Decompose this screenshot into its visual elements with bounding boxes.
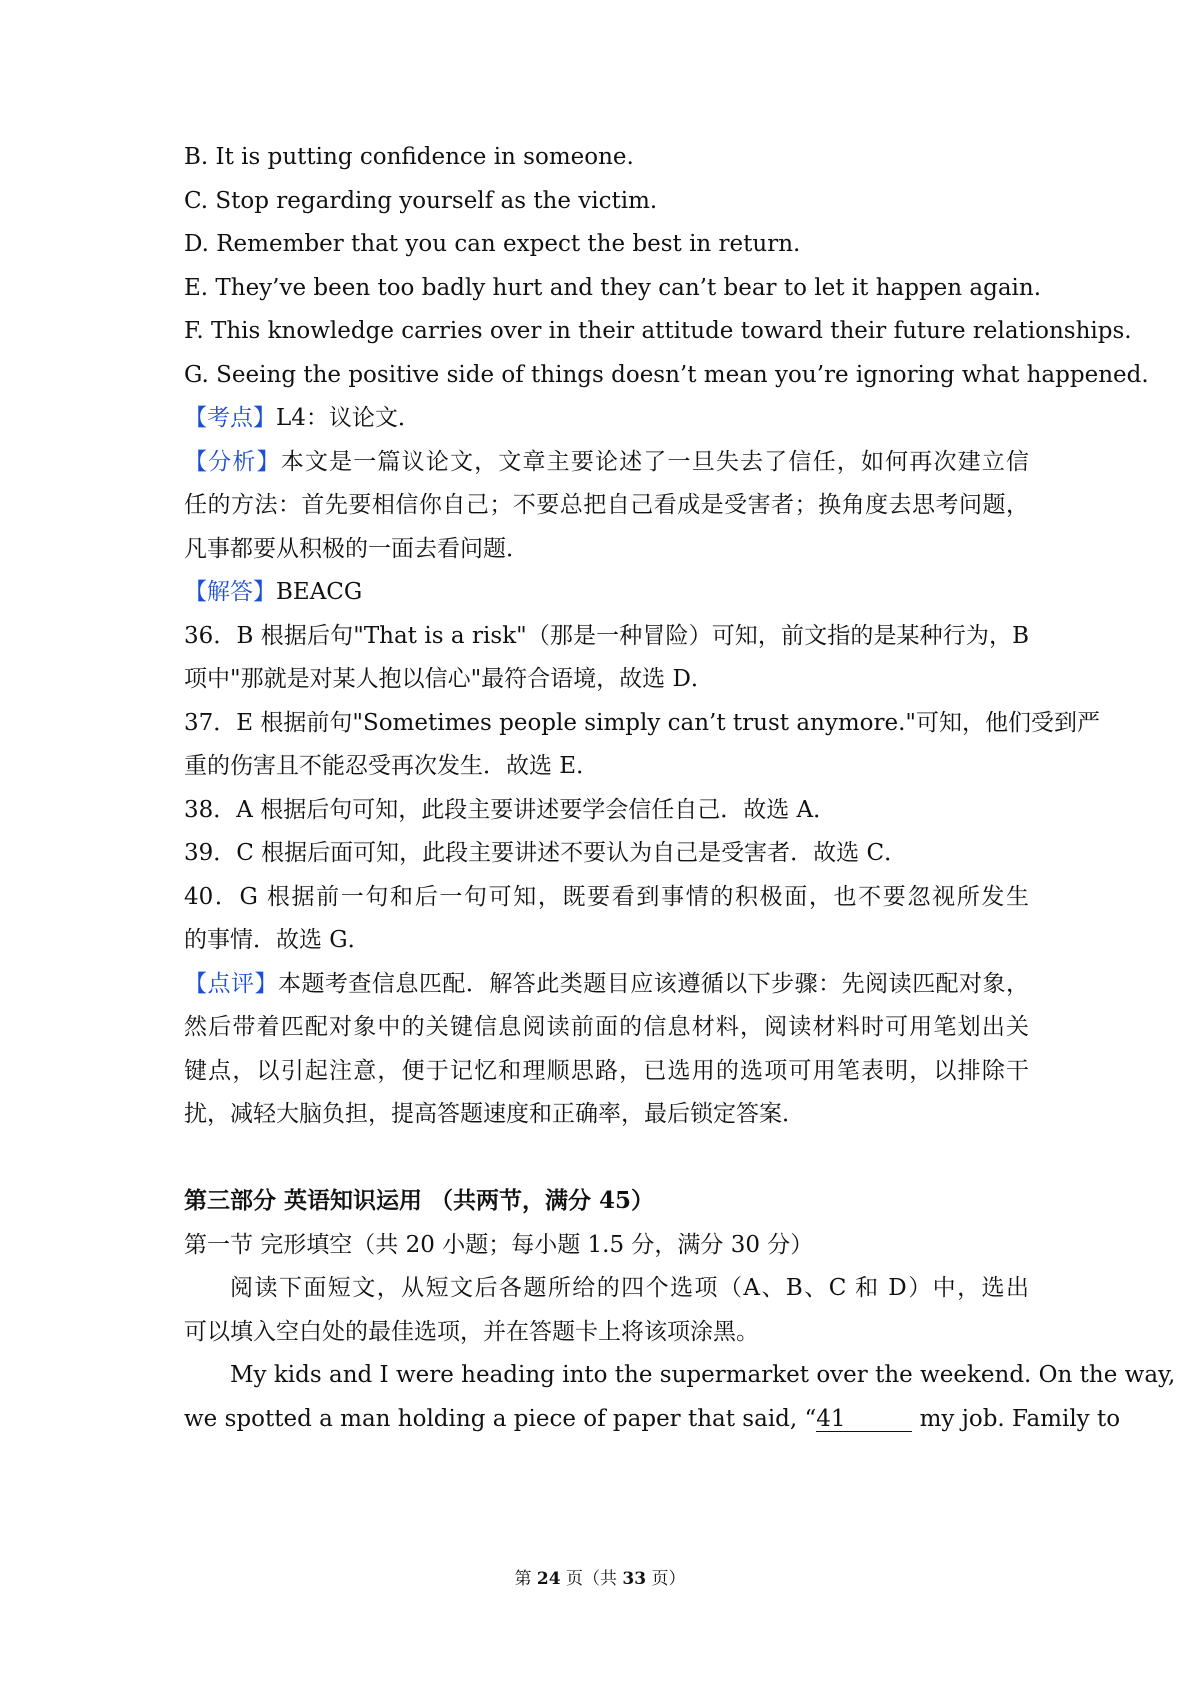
dianping-row-4: 扰，减轻大脑负担，提高答题速度和正确率，最后锁定答案． (184, 1101, 805, 1127)
part3-heading: 第三部分 英语知识运用 （共两节，满分 45） (184, 1187, 655, 1214)
footer-middle: 页（共 (560, 1569, 623, 1589)
footer-suffix: 页） (646, 1569, 686, 1589)
fenxi-text-1: 本文是一篇议论文，文章主要论述了一旦失去了信任，如何再次建立信 (280, 449, 1030, 475)
passage-line-1: My kids and I were heading into the supermarket over the weekend. On the way, (230, 1362, 1176, 1388)
passage-line-2-before: we spotted a man holding a piece of paper that said, “ (184, 1406, 817, 1432)
instructions-line-2: 可以填入空白处的最佳选项，并在答题卡上将该项涂黑。 (184, 1319, 759, 1345)
kaodian-tag: 【考点】 (184, 405, 276, 431)
kaodian-row (184, 403, 1029, 433)
answer-38: 38．A 根据后句可知，此段主要讲述要学会信任自己．故选 A． (184, 797, 837, 823)
fenxi-row-3: 凡事都要从积极的一面去看问题． (184, 536, 529, 562)
passage-line-2 (184, 1404, 1121, 1434)
dianping-row-1 (184, 969, 1029, 999)
answer-36-line-1: 36．B 根据后句"That is a risk"（那是一种冒险）可知，前文指的是某种行为，B (184, 623, 1029, 649)
answer-37-line-2: 重的伤害且不能忍受再次发生．故选 E． (184, 753, 600, 779)
footer-prefix: 第 (514, 1569, 537, 1589)
option-d: D. Remember that you can expect the best in return. (184, 231, 801, 257)
jieda-row (184, 577, 1029, 607)
option-b: B. It is putting confidence in someone. (184, 144, 634, 170)
answer-40-line-1: 40．G 根据前一句和后一句可知，既要看到事情的积极面，也不要忽视所发生 (184, 884, 1029, 910)
dianping-row-3: 键点，以引起注意，便于记忆和理顺思路，已选用的选项可用笔表明，以排除干 (184, 1058, 1029, 1084)
fenxi-row-1 (184, 447, 1029, 477)
dianping-row-2: 然后带着匹配对象中的关键信息阅读前面的信息材料，阅读材料时可用笔划出关 (184, 1014, 1029, 1040)
answer-40-line-2: 的事情．故选 G． (184, 927, 371, 953)
option-g: G. Seeing the positive side of things doesn’t mean you’re ignoring what happened. (184, 362, 1149, 388)
option-f: F. This knowledge carries over in their attitude toward their future relationships. (184, 318, 1132, 344)
kaodian-text: L4：议论文． (276, 405, 421, 431)
fenxi-tag: 【分析】 (184, 449, 281, 475)
answer-36-line-2: 项中"那就是对某人抱以信心"最符合语境，故选 D． (184, 666, 714, 692)
dianping-tag: 【点评】 (184, 971, 278, 997)
option-e: E. They’ve been too badly hurt and they can’t bear to let it happen again. (184, 275, 1042, 301)
fenxi-row-2: 任的方法：首先要相信你自己；不要总把自己看成是受害者；换角度去思考问题， (184, 492, 1029, 518)
jieda-tag: 【解答】 (184, 579, 276, 605)
dianping-text-1: 本题考查信息匹配．解答此类题目应该遵循以下步骤：先阅读匹配对象， (277, 971, 1030, 997)
instructions-line-1: 阅读下面短文，从短文后各题所给的四个选项（A、B、C 和 D）中，选出 (230, 1275, 1029, 1301)
footer-total-pages: 33 (622, 1569, 647, 1589)
blank-41: 41 (816, 1407, 912, 1432)
section1-heading: 第一节 完形填空（共 20 小题；每小题 1.5 分，满分 30 分） (184, 1232, 814, 1258)
answer-37-line-1: 37．E 根据前句"Sometimes people simply can’t trust anymore."可知，他们受到严 (184, 710, 1100, 736)
jieda-text: BEACG (276, 579, 363, 605)
answer-39: 39．C 根据后面可知，此段主要讲述不要认为自己是受害者．故选 C． (184, 840, 908, 866)
footer-page-number: 24 (536, 1569, 561, 1589)
page-footer (0, 1568, 1200, 1590)
option-c: C. Stop regarding yourself as the victim. (184, 188, 658, 214)
passage-line-2-after: my job. Family to (919, 1406, 1121, 1432)
